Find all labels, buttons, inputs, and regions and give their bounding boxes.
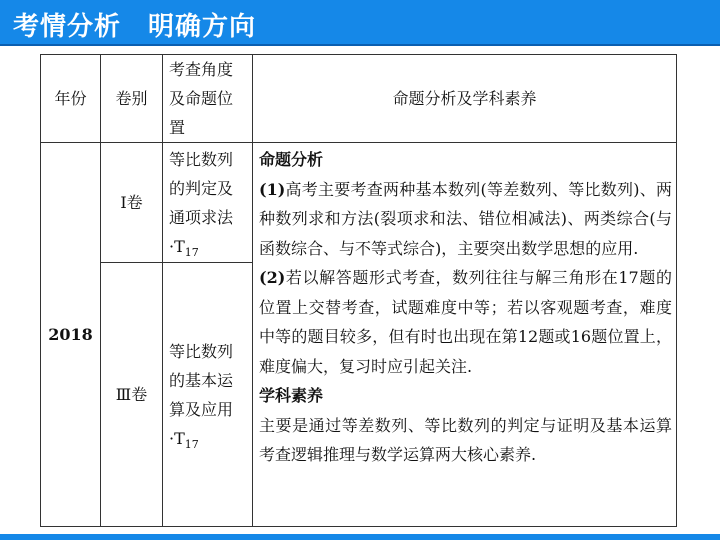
point-2-text: 若以解答题形式考查，数列往往与解三角形在17题的位置上交替考查，试题难度中等；若以客观题考查，难度中等的题目较多，但有时也出现在第12题或16题位置上，难度偏大，复习时应引起关注. [259, 268, 672, 376]
point-1-number: (1) [259, 179, 286, 199]
header-volume: 卷别 [101, 55, 163, 143]
title-bar [0, 0, 720, 46]
angle-cell-1 [163, 143, 253, 263]
analysis-point-1 [259, 175, 672, 264]
table-row [41, 143, 677, 263]
angle-cell-2 [163, 263, 253, 527]
literacy-text: 主要是通过等差数列、等比数列的判定与证明及基本运算考查逻辑推理与数学运算两大核心素养. [259, 415, 672, 464]
analysis-table [40, 54, 677, 527]
analysis-cell [253, 143, 677, 527]
volume-cell-1: Ⅰ卷 [101, 143, 163, 263]
analysis-point-2 [259, 263, 672, 381]
volume-cell-2: Ⅲ卷 [101, 263, 163, 527]
section-title-analysis: 命题分析 [259, 150, 324, 169]
angle-sub-2: 17 [184, 437, 199, 451]
page-title: 考情分析 明确方向 [13, 12, 257, 42]
section-title-literacy: 学科素养 [259, 386, 324, 405]
angle-text-1: 等比数列的判定及通项求法·T [169, 149, 234, 256]
point-1-text: 高考主要考查两种基本数列(等差数列、等比数列)、两种数列求和方法(裂项求和法、错位相减法)、两类综合(与函数综合、与不等式综合)，主要突出数学思想的应用. [259, 179, 672, 258]
angle-text-2: 等比数列的基本运算及应用·T [169, 341, 234, 448]
header-analysis: 命题分析及学科素养 [253, 55, 677, 143]
header-angle: 考查角度及命题位置 [163, 55, 253, 143]
point-2-number: (2) [259, 268, 286, 287]
bottom-bar [0, 534, 720, 540]
header-year: 年份 [41, 55, 101, 143]
year-cell: 2018 [41, 143, 101, 527]
table-header-row [41, 55, 677, 143]
angle-sub-1: 17 [184, 245, 199, 259]
